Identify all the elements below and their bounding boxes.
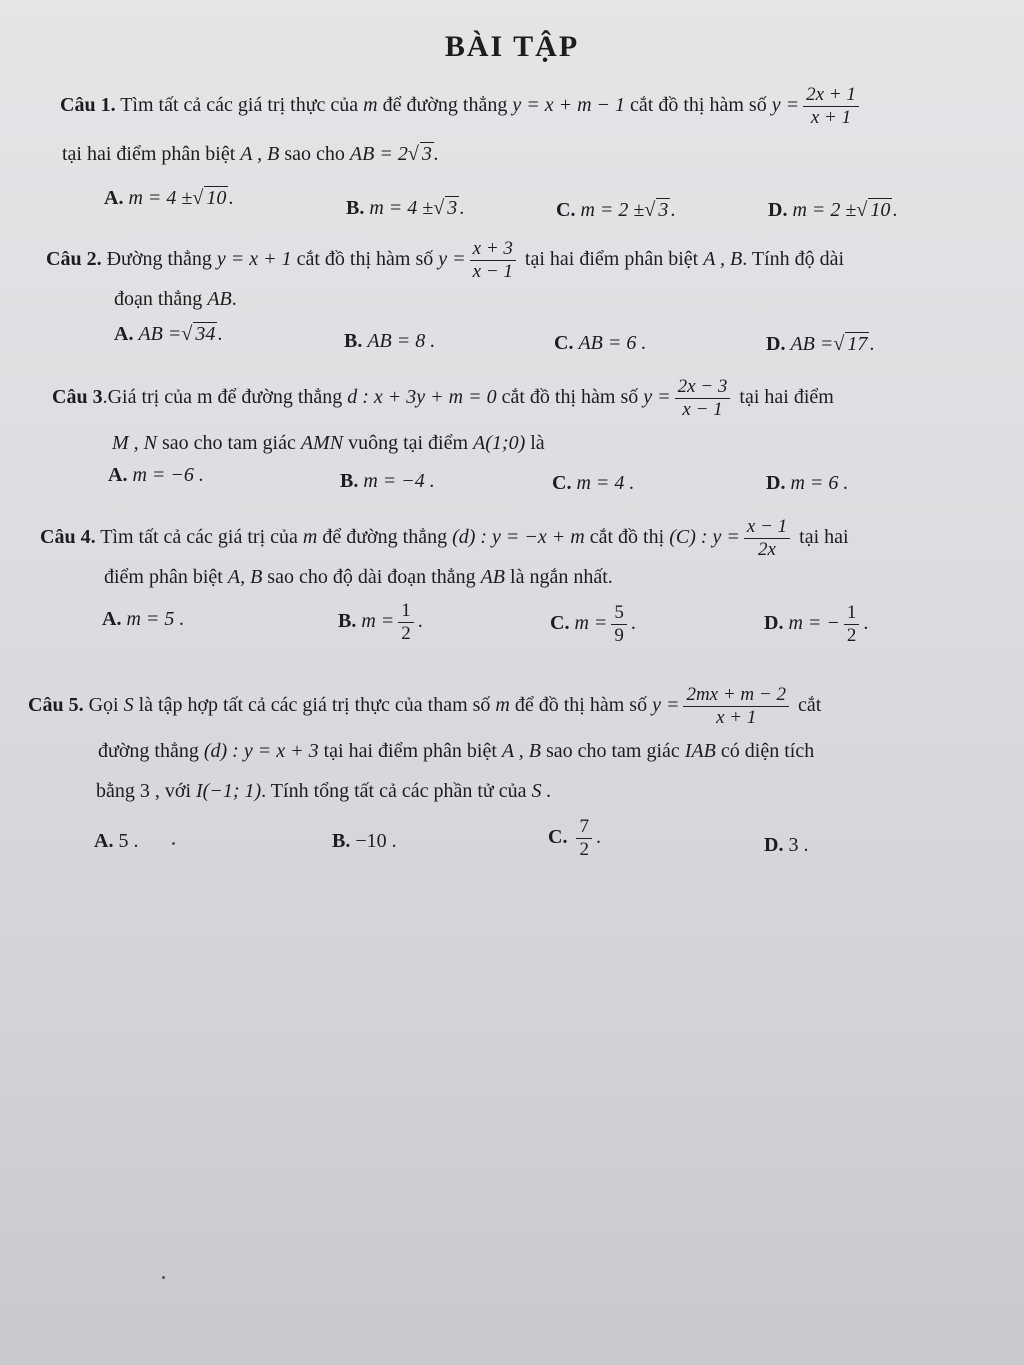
q4-text-b: để đường thẳng (322, 525, 448, 548)
q3-option-b-text: m = −4 . (363, 470, 435, 492)
q5-line3-text-b: . Tính tổng tất cả các phần tử của (261, 780, 527, 802)
q5-option-d-text: 3 . (788, 834, 809, 856)
q3-point-a: A(1;0) (473, 432, 526, 454)
q4-text-d: tại hai (799, 525, 849, 548)
q3-y-equals: y = (643, 385, 671, 408)
q3-option-d-label: D. (766, 472, 786, 494)
q5-text-b: là tập hợp tất cả các giá trị thực của tham số (138, 693, 491, 716)
q2-option-c-label: C. (554, 332, 574, 354)
q3-text-a: .Giá trị của m để đường thẳng (102, 385, 343, 408)
q5-line2 (98, 740, 814, 763)
q4-line2 (104, 566, 613, 589)
q2-option-d-pre: AB = (790, 333, 834, 355)
q2-text-b: cắt đồ thị hàm số (296, 247, 434, 270)
q4-line1 (40, 516, 849, 561)
q2-label: Câu 2. (46, 247, 102, 270)
q1-line2 (62, 142, 439, 166)
q1-option-a-label: A. (104, 187, 124, 209)
q4-fraction-denominator: 2x (758, 538, 776, 560)
q4-text-a: Tìm tất cả các giá trị của (100, 525, 298, 548)
q3-option-a[interactable] (108, 464, 204, 487)
q4-option-d[interactable] (764, 602, 868, 647)
q1-option-d[interactable]: D. m = 2 ±√ 10 . (768, 199, 898, 221)
q1-option-c-label: C. (556, 199, 576, 221)
q4-option-c-post: . (630, 611, 636, 634)
q5-line2-text-d: có diện tích (720, 740, 815, 762)
q5-y-equals: y = (652, 693, 680, 716)
q2-option-c[interactable] (554, 332, 646, 355)
q5-text-d: cắt (797, 693, 822, 716)
q4-option-d-post: . (863, 611, 869, 634)
q3-option-c-label: C. (552, 472, 572, 494)
q4-option-d-pre: m = − (788, 611, 840, 634)
q5-line2-text-a: đường thẳng (98, 740, 199, 762)
q2-text-d: . Tính độ dài (742, 247, 845, 270)
q4-line2-text-a: điểm phân biệt (104, 566, 223, 588)
q1-text-b: để đường thẳng (382, 93, 508, 116)
q4-function-fraction (744, 516, 790, 561)
q4-option-b-numerator: 1 (398, 600, 414, 623)
q1-option-a-pre: m = 4 ± (128, 187, 193, 209)
q5-text-a: Gọi (88, 693, 119, 716)
q3-fraction-numerator: 2x − 3 (675, 376, 731, 399)
q5-line3-set: S . (531, 780, 552, 802)
q5-option-c-post: . (595, 825, 601, 848)
q1-option-c-radicand: 3 (658, 199, 669, 221)
q4-option-b-denominator: 2 (401, 622, 411, 644)
q5-fraction-numerator: 2mx + m − 2 (683, 684, 789, 707)
q1-var-m: m (363, 93, 378, 116)
q5-text-c: để đồ thị hàm số (514, 693, 648, 716)
q3-line2-text-b: vuông tại điểm (348, 432, 469, 454)
q3-option-c[interactable] (552, 472, 634, 495)
q2-fraction-numerator: x + 3 (470, 238, 516, 261)
q4-option-d-label: D. (764, 611, 784, 634)
q5-line2-text-c: sao cho tam giác (545, 740, 680, 762)
q4-label: Câu 4. (40, 525, 96, 548)
q3-option-d[interactable] (766, 472, 848, 495)
q5-triangle: IAB (684, 740, 716, 762)
q4-option-c[interactable] (550, 602, 636, 647)
q4-option-c-label: C. (550, 611, 570, 634)
q5-var-m: m (495, 693, 510, 716)
q1-line1 (60, 84, 863, 129)
q3-text-b: cắt đồ thị hàm số (501, 385, 639, 408)
q5-line2-text-b: tại hai điểm phân biệt (323, 740, 497, 762)
q5-line1 (28, 684, 821, 729)
q2-line-equation: y = x + 1 (216, 247, 292, 270)
q4-option-c-pre: m = (574, 611, 608, 634)
q4-curve-equation: (C) : y = (669, 525, 740, 548)
q4-option-c-fraction (611, 602, 627, 647)
q5-set-s: S (123, 693, 134, 716)
q2-line2 (114, 288, 237, 311)
q2-option-d[interactable]: D. AB =√ 17 . (766, 333, 875, 355)
q3-fraction-denominator: x − 1 (682, 398, 723, 420)
q5-option-c-denominator: 2 (579, 838, 589, 860)
q2-option-d-radicand: 17 (847, 333, 868, 355)
q4-var-m: m (302, 525, 318, 548)
q1-option-b-pre: m = 4 ± (369, 197, 434, 219)
q1-condition-post: . (433, 143, 439, 165)
q5-point-i: I(−1; 1) (196, 780, 262, 802)
q2-segment: AB (207, 288, 232, 310)
q2-option-a[interactable]: A. AB =√ 34 . (114, 323, 223, 345)
q1-option-a-post: . (228, 187, 234, 209)
q2-option-a-radicand: 34 (195, 323, 216, 345)
q1-option-b-label: B. (346, 197, 365, 219)
q5-option-a-text: 5 . (118, 830, 139, 852)
q5-fraction-denominator: x + 1 (716, 706, 757, 728)
q5-option-c-numerator: 7 (576, 816, 592, 839)
q5-option-a[interactable] (94, 830, 138, 853)
q1-points: A , B (240, 143, 280, 165)
q5-option-b-label: B. (332, 830, 351, 852)
q2-y-equals: y = (438, 247, 466, 270)
q1-option-a[interactable]: A. m = 4 ±√ 10 . (104, 187, 234, 209)
q3-option-a-label: A. (108, 464, 128, 486)
q4-text-c: cắt đồ thị (589, 525, 665, 548)
q5-label: Câu 5. (28, 693, 84, 716)
q1-option-d-pre: m = 2 ± (792, 199, 857, 221)
q5-option-b-text: −10 . (355, 830, 397, 852)
q2-option-a-pre: AB = (138, 323, 182, 345)
q2-points: A , B (703, 247, 743, 270)
q4-option-d-fraction (844, 602, 860, 647)
q1-option-a-radicand: 10 (206, 187, 227, 209)
q3-line2-text-c: là (530, 432, 545, 454)
q2-option-b[interactable] (344, 330, 435, 353)
q1-option-c[interactable]: C. m = 2 ±√ 3 . (556, 199, 676, 221)
q2-text-c: tại hai điểm phân biệt (524, 247, 699, 270)
q2-option-d-post: . (869, 333, 875, 355)
q2-option-d-label: D. (766, 333, 786, 355)
q2-fraction-denominator: x − 1 (472, 260, 513, 282)
q5-option-c-fraction (576, 816, 592, 861)
q4-option-d-numerator: 1 (844, 602, 860, 625)
q2-text-a: Đường thẳng (106, 247, 212, 270)
q4-segment: AB (480, 566, 506, 588)
q2-option-a-post: . (217, 323, 223, 345)
q5-line3 (96, 780, 552, 803)
q3-function-fraction (675, 376, 731, 421)
q4-option-b[interactable] (338, 600, 423, 645)
paper-speck (172, 842, 175, 845)
q4-points: A, B (227, 566, 263, 588)
q3-line1 (52, 376, 834, 421)
q1-function-fraction (803, 84, 859, 129)
q1-line-equation: y = x + m − 1 (512, 93, 626, 116)
q3-label: Câu 3 (52, 385, 103, 408)
q3-option-b[interactable] (340, 470, 435, 493)
q3-line2-text-a: sao cho tam giác (162, 432, 296, 454)
q1-option-b-radicand: 3 (447, 197, 458, 219)
q5-option-b[interactable] (332, 830, 397, 853)
q4-option-a-label: A. (102, 608, 122, 630)
q3-points: M , N (112, 432, 157, 454)
q4-option-c-numerator: 5 (611, 602, 627, 625)
q2-function-fraction (470, 238, 516, 283)
q1-line2-text-b: sao cho (284, 143, 345, 165)
q5-option-a-label: A. (94, 830, 114, 852)
q3-option-d-text: m = 6 . (790, 472, 849, 494)
q3-text-c: tại hai điểm (739, 385, 834, 408)
q3-option-a-text: m = −6 . (132, 464, 204, 486)
q1-condition: AB = 2√ 3 . (349, 143, 439, 165)
q1-option-b[interactable]: B. m = 4 ±√ 3 . (346, 197, 465, 219)
q2-option-b-label: B. (344, 330, 363, 352)
q4-line-equation: (d) : y = −x + m (452, 525, 585, 548)
q4-option-b-post: . (417, 609, 423, 632)
q5-function-fraction (683, 684, 789, 729)
q1-text-c: cắt đồ thị hàm số (630, 93, 767, 116)
q5-option-c[interactable] (548, 816, 601, 861)
page-title: BÀI TẬP (444, 30, 580, 63)
q4-option-b-pre: m = (361, 609, 395, 632)
q4-fraction-numerator: x − 1 (744, 516, 790, 539)
q1-option-d-post: . (892, 199, 898, 221)
q2-option-a-label: A. (114, 323, 134, 345)
q4-option-b-fraction (398, 600, 414, 645)
q5-option-d[interactable] (764, 834, 808, 857)
q4-option-b-label: B. (338, 609, 357, 632)
q1-option-c-post: . (670, 199, 676, 221)
q4-line2-text-b: sao cho độ dài đoạn thẳng (267, 566, 476, 588)
q3-triangle: AMN (300, 432, 344, 454)
q2-line1 (46, 238, 844, 283)
q5-points: A , B (501, 740, 541, 762)
q1-y-equals: y = (771, 93, 800, 116)
q2-line2-text-b: . (231, 288, 237, 310)
q3-option-c-text: m = 4 . (576, 472, 635, 494)
q2-option-c-text: AB = 6 . (578, 332, 647, 354)
q1-line2-text-a: tại hai điểm phân biệt (62, 143, 236, 165)
q4-option-a[interactable] (102, 608, 184, 631)
q1-condition-pre: AB = 2 (349, 143, 408, 165)
q3-line-equation: d : x + 3y + m = 0 (347, 385, 497, 408)
q1-label: Câu 1. (60, 93, 116, 116)
q3-line2 (112, 432, 545, 455)
q5-option-d-label: D. (764, 834, 784, 856)
q1-option-d-radicand: 10 (870, 199, 891, 221)
q1-fraction-denominator: x + 1 (810, 106, 852, 128)
q1-option-d-label: D. (768, 199, 788, 221)
q1-fraction-numerator: 2x + 1 (803, 84, 859, 107)
q1-option-b-post: . (459, 197, 465, 219)
q1-text-a: Tìm tất cả các giá trị thực của (120, 93, 359, 116)
q4-option-c-denominator: 9 (614, 624, 624, 646)
q4-option-d-denominator: 2 (846, 624, 857, 646)
q4-line2-text-c: là ngắn nhất. (510, 566, 613, 588)
paper-speck-2 (162, 1276, 165, 1279)
q1-option-c-pre: m = 2 ± (580, 199, 645, 221)
q5-line3-text-a: bằng 3 , với (96, 780, 192, 802)
q5-line-equation: (d) : y = x + 3 (203, 740, 319, 762)
q4-option-a-text: m = 5 . (126, 608, 185, 630)
q1-condition-radicand: 3 (421, 143, 432, 165)
q2-option-b-text: AB = 8 . (367, 330, 436, 352)
q3-option-b-label: B. (340, 470, 359, 492)
q2-line2-text-a: đoạn thẳng (114, 288, 203, 310)
q5-option-c-label: C. (548, 825, 568, 848)
